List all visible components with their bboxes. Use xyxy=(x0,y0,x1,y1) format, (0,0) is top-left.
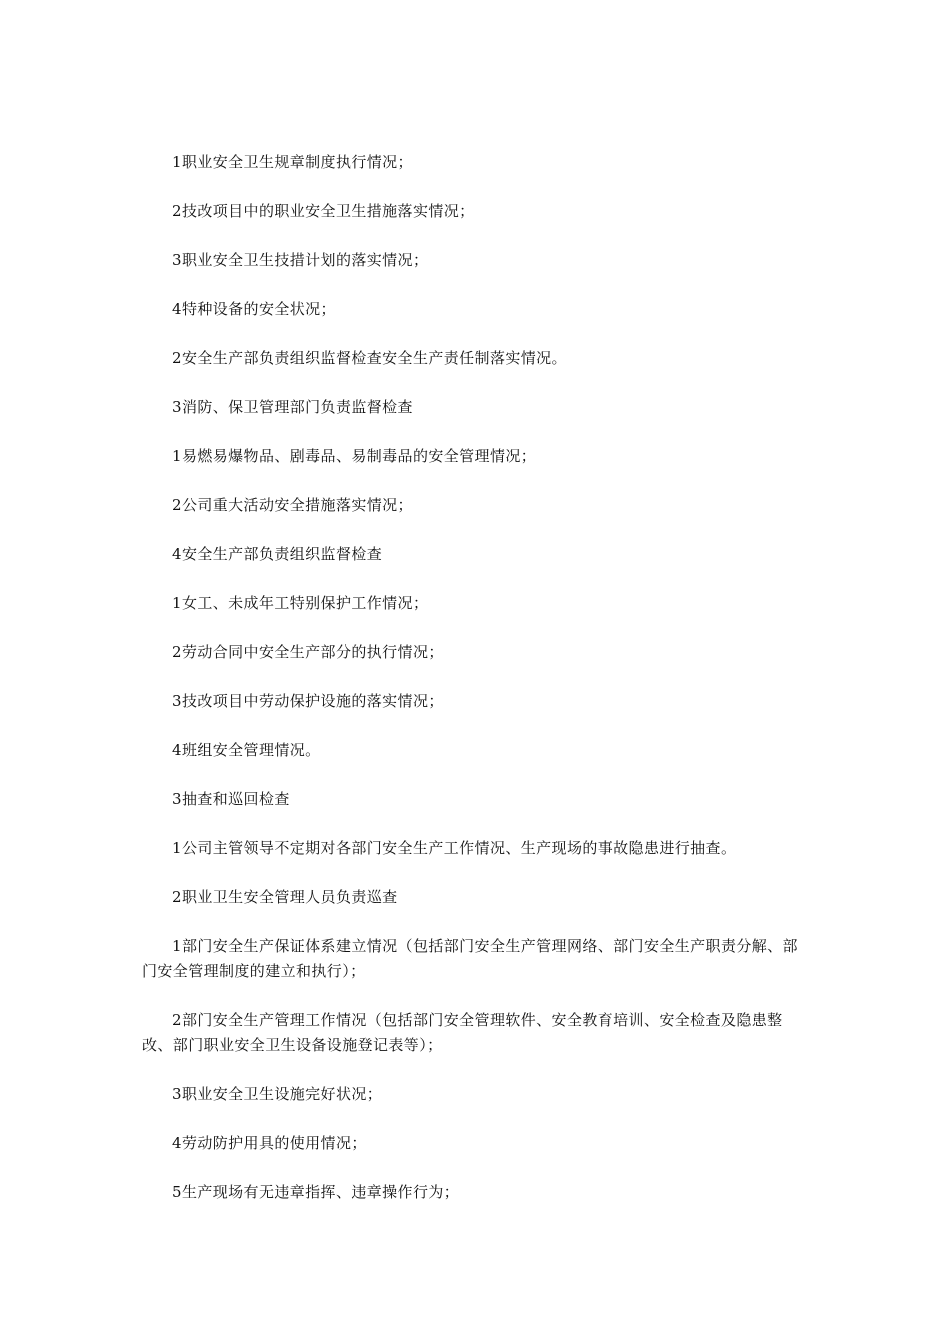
paragraph-15: 1公司主管领导不定期对各部门安全生产工作情况、生产现场的事故隐患进行抽查。 xyxy=(172,839,737,857)
paragraph-7: 1易燃易爆物品、剧毒品、易制毒品的安全管理情况； xyxy=(172,447,537,465)
paragraph-4: 4特种设备的安全状况； xyxy=(172,300,336,318)
paragraph-13: 4班组安全管理情况。 xyxy=(172,741,321,759)
paragraph-9: 4安全生产部负责组织监督检查 xyxy=(172,545,383,563)
paragraph-12: 3技改项目中劳动保护设施的落实情况； xyxy=(172,692,444,710)
paragraph-16: 2职业卫生安全管理人员负责巡查 xyxy=(172,888,398,906)
paragraph-8: 2公司重大活动安全措施落实情况； xyxy=(172,496,413,514)
paragraph-11: 2劳动合同中安全生产部分的执行情况； xyxy=(172,643,444,661)
paragraph-17: 1部门安全生产保证体系建立情况（包括部门安全生产管理网络、部门安全生产职责分解、部门安全管理制度的建立和执行）； xyxy=(142,937,798,980)
paragraph-3: 3职业安全卫生技措计划的落实情况； xyxy=(172,251,429,269)
paragraph-6: 3消防、保卫管理部门负责监督检查 xyxy=(172,398,413,416)
paragraph-2: 2技改项目中的职业安全卫生措施落实情况； xyxy=(172,202,475,220)
paragraph-5: 2安全生产部负责组织监督检查安全生产责任制落实情况。 xyxy=(172,349,567,367)
paragraph-10: 1女工、未成年工特别保护工作情况； xyxy=(172,594,429,612)
document-body xyxy=(142,150,812,1229)
paragraph-1: 1职业安全卫生规章制度执行情况； xyxy=(172,153,413,171)
paragraph-21: 5生产现场有无违章指挥、违章操作行为； xyxy=(172,1183,460,1201)
paragraph-14: 3抽查和巡回检查 xyxy=(172,790,290,808)
paragraph-18: 2部门安全生产管理工作情况（包括部门安全管理软件、安全教育培训、安全检查及隐患整改、部门职业安全卫生设备设施登记表等）； xyxy=(142,1011,783,1054)
paragraph-20: 4劳动防护用具的使用情况； xyxy=(172,1134,367,1152)
paragraph-19: 3职业安全卫生设施完好状况； xyxy=(172,1085,383,1103)
